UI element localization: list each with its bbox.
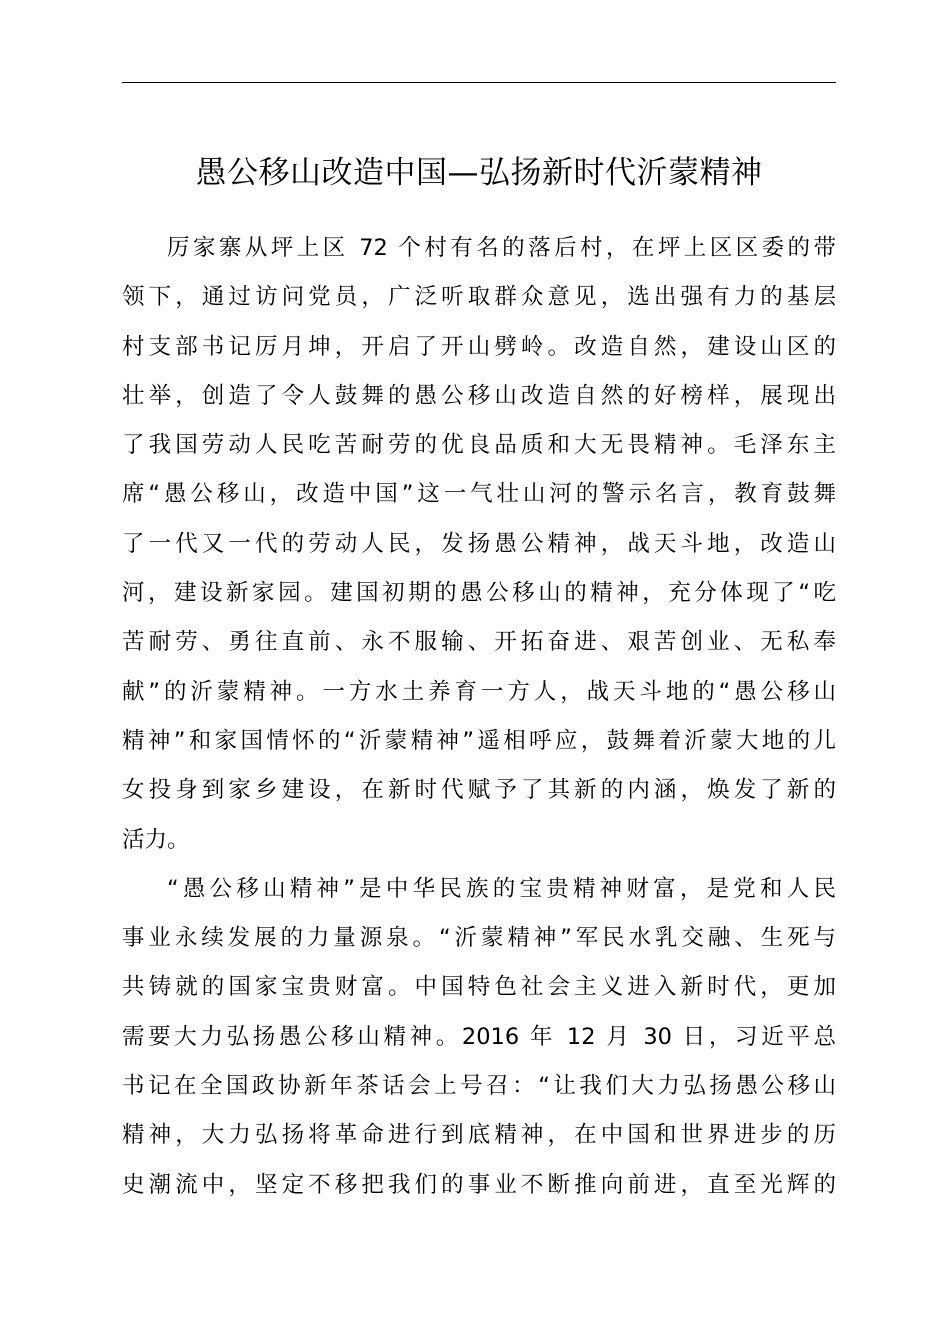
paragraph-line: 活力。: [122, 826, 190, 853]
paragraph-line: 河，建设新家园。建国初期的愚公移山的精神，充分体现了“吃: [122, 580, 836, 607]
paragraph-line: 席“愚公移山，改造中国”这一气壮山河的警示名言，教育鼓舞: [122, 481, 836, 508]
paragraph-line: 厉家寨从坪上区 72 个村有名的落后村，在坪上区区委的带: [167, 235, 836, 261]
document-body: [122, 224, 836, 1210]
paragraph-line: 领下，通过访问党员，广泛听取群众意见，选出强有力的基层: [122, 284, 836, 311]
paragraph-line: 精神，大力弘扬将革命进行到底精神，在中国和世界进步的历: [122, 1122, 836, 1149]
paragraph-line: 史潮流中，坚定不移把我们的事业不断推向前进，直至光辉的: [122, 1171, 836, 1198]
paragraph-line: 壮举，创造了令人鼓舞的愚公移山改造自然的好榜样，展现出: [122, 382, 836, 409]
paragraph-line: 共铸就的国家宝贵财富。中国特色社会主义进入新时代，更加: [122, 974, 836, 1001]
paragraph-line: 精神”和家国情怀的“沂蒙精神”遥相呼应，鼓舞着沂蒙大地的儿: [122, 727, 836, 754]
paragraph-line: 献”的沂蒙精神。一方水土养育一方人，战天斗地的“愚公移山: [122, 678, 836, 705]
paragraph-line: “愚公移山精神”是中华民族的宝贵精神财富，是党和人民: [167, 875, 836, 902]
header-rule: [122, 82, 836, 83]
paragraph-line: 需要大力弘扬愚公移山精神。2016 年 12 月 30 日，习近平总: [122, 1023, 836, 1050]
paragraph-line: 事业永续发展的力量源泉。“沂蒙精神”军民水乳交融、生死与: [122, 925, 836, 952]
document-title: 愚公移山改造中国—弘扬新时代沂蒙精神: [195, 155, 763, 191]
paragraph-line: 苦耐劳、勇往直前、永不服输、开拓奋进、艰苦创业、无私奉: [122, 629, 836, 656]
paragraph-line: 女投身到家乡建设，在新时代赋予了其新的内涵，焕发了新的: [122, 777, 836, 804]
paragraph-line: 了我国劳动人民吃苦耐劳的优良品质和大无畏精神。毛泽东主: [122, 432, 836, 459]
paragraph-line: 书记在全国政协新年茶话会上号召：“让我们大力弘扬愚公移山: [122, 1073, 836, 1100]
paragraph-2: [122, 865, 836, 1210]
paragraph-line: 村支部书记厉月坤，开启了开山劈岭。改造自然，建设山区的: [122, 333, 836, 360]
paragraph-1: [122, 224, 836, 865]
paragraph-line: 了一代又一代的劳动人民，发扬愚公精神，战天斗地，改造山: [122, 530, 836, 557]
